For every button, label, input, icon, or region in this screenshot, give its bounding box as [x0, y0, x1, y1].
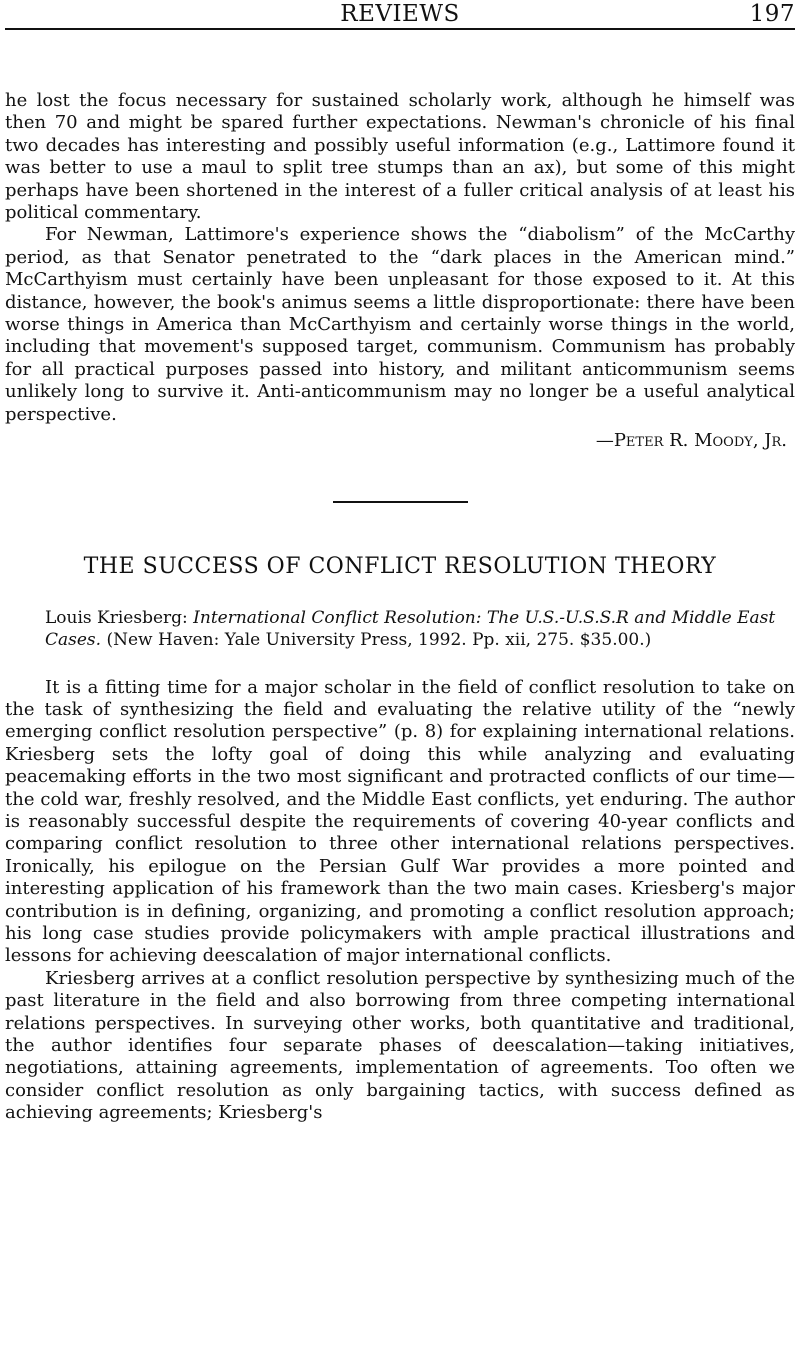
book-citation — [5, 607, 795, 651]
citation-book-title: International Conflict Resolution: The U.S.-U.S.S.R and Middle East Cases. — [45, 607, 776, 650]
running-head — [5, 0, 795, 30]
review-2-paragraph-1: It is a fitting time for a major scholar in the field of conflict resolution to take on the task of synthesizing the field and evaluating the relative utility of the “newly emerging conflict resolution perspective” (p. 8) for explaining international relations. Kriesberg sets the lofty goal of doing this while analyzing and evaluating peacemaking efforts in the two most significant and protracted conflicts of our time—the cold war, freshly resolved, and the Middle East conflicts, yet enduring. The author is reasonably successful despite the requirements of covering 40-year conflicts and comparing conflict resolution to three other international relations perspectives. Ironically, his epilogue on the Persian Gulf War provides a more pointed and interesting application of his framework than the two main cases. Kriesberg's major contribution is in defining, organizing, and promoting a conflict resolution approach; his long case studies provide policymakers with ample practical illustrations and lessons for achieving deescalation of major international conflicts. — [5, 676, 795, 967]
review-1-paragraph-1: he lost the focus necessary for sustained scholarly work, although he himself was then 70 and might be spared further expectations. Newman's chronicle of his final two decades has interesting and possibly useful information (e.g., Lattimore found it was better to use a maul to split tree stumps than an ax), but some of this might perhaps have been shortened in the interest of a fuller critical analysis of at least his political commentary. — [5, 90, 795, 224]
review-1-body — [5, 90, 795, 426]
running-head-title: REVIEWS — [340, 1, 460, 27]
citation-author: Louis Kriesberg: — [45, 607, 194, 628]
section-divider — [333, 501, 468, 503]
review-2-paragraph-2: Kriesberg arrives at a conflict resolution perspective by synthesizing much of the past literature in the field and also borrowing from three competing international relations perspectives. In surveying other works, both quantitative and traditional, the author identifies four separate phases of deescalation—taking initiatives, negotiations, attaining agreements, implementation of agreements. Too often we consider conflict resolution as only bargaining tactics, with success defined as achieving agreements; Kriesberg's — [5, 967, 795, 1124]
review-2-body — [5, 677, 795, 1125]
review-1-paragraph-2: For Newman, Lattimore's experience shows the “diabolism” of the McCarthy period, as that Senator penetrated to the “dark places in the American mind.” McCarthyism must certainly have been unpleasant for those exposed to it. At this distance, however, the book's animus seems a little disproportionate: there have been worse things in America than McCarthyism and certainly worse things in the world, including that movement's supposed target, communism. Communism has probably for all practical purposes passed into history, and militant anticommunism seems unlikely long to survive it. Anti-anticommunism may no longer be a useful analytical perspective. — [5, 224, 795, 425]
citation-publication: (New Haven: Yale University Press, 1992. Pp. xii, 275. $35.00.) — [101, 629, 652, 650]
review-2-title: THE SUCCESS OF CONFLICT RESOLUTION THEORY — [83, 553, 717, 579]
review-1-signature: —Peter R. Moody, Jr. — [595, 430, 787, 452]
page-number: 197 — [749, 1, 795, 27]
